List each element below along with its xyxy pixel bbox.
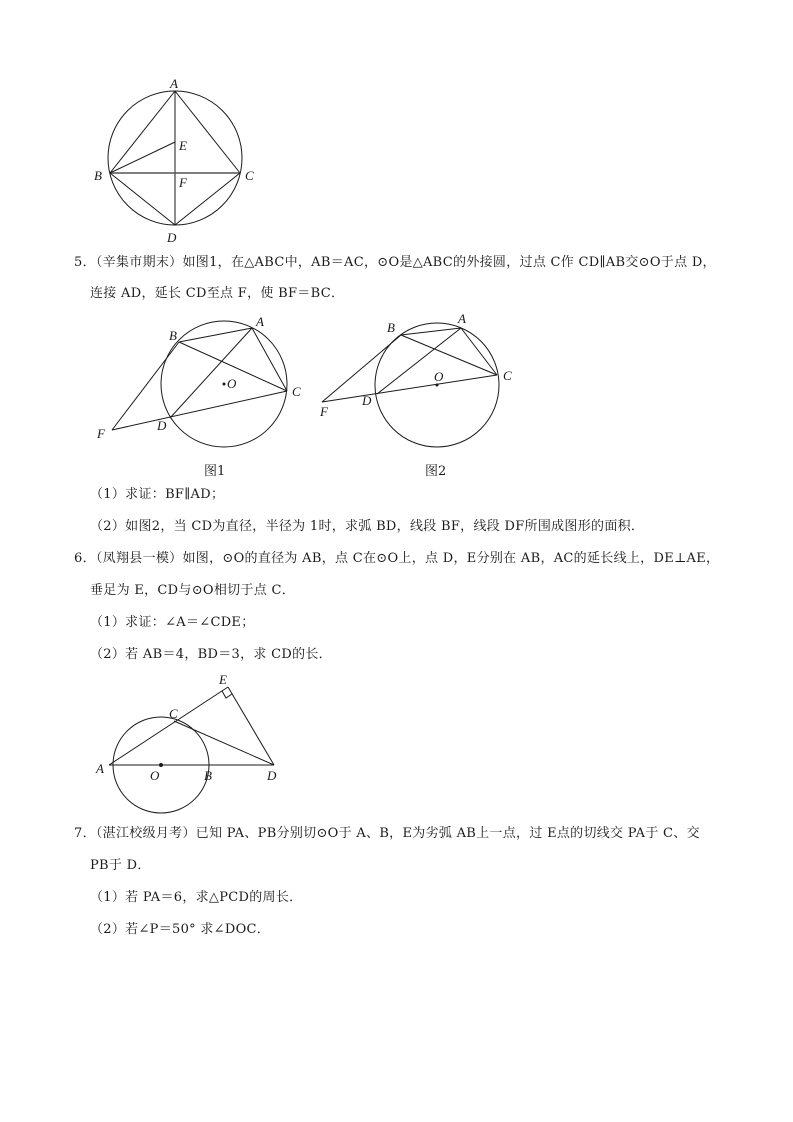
p6-segment-cd <box>174 721 274 765</box>
p6-label-o: O <box>150 768 160 783</box>
label-a: A <box>170 76 178 91</box>
fig2-label-d: D <box>362 393 372 408</box>
problem7-line2: PB于 D． <box>90 858 151 873</box>
fig2-label-a: A <box>458 311 466 326</box>
label-b: B <box>94 168 102 183</box>
label-f: F <box>179 175 187 190</box>
p6-label-d: D <box>267 768 277 783</box>
fig2-label-f: F <box>320 404 328 419</box>
fig2-label-c: C <box>503 368 512 383</box>
p6-label-a: A <box>96 761 104 776</box>
label-e: E <box>179 138 187 153</box>
fig1-caption: 图1 <box>204 464 226 479</box>
problem5-question2: （2）如图2，当 CD为直径，半径为 1时，求弧 BD，线段 BF，线段 DF所围成图形的面积． <box>90 519 645 534</box>
fig2-label-b: B <box>387 320 395 335</box>
problem6-question1: （1）求证：∠A＝∠CDE； <box>90 615 255 630</box>
fig1-label-d: D <box>157 418 167 433</box>
problem6-question2: （2）若 AB＝4，BD＝3，求 CD的长． <box>90 647 332 662</box>
label-d: D <box>167 230 177 245</box>
problem6-line1: 6．（凤翔县一模）如图，⊙O的直径为 AB，点 C在⊙O上，点 D，E分别在 AB，AC的延长线上，DE⊥AE， <box>74 551 720 566</box>
fig1-label-o: O <box>227 376 237 391</box>
fig1-label-a: A <box>256 314 264 329</box>
p6-segment-ae <box>109 687 228 765</box>
fig1-label-f: F <box>97 426 105 441</box>
fig2-caption: 图2 <box>425 464 447 479</box>
p6-label-e: E <box>219 672 227 687</box>
problem5-line1: 5．（辛集市期末）如图1，在△ABC中，AB＝AC，⊙O是△ABC的外接圆，过点 C作 CD∥AB交⊙O于点 D， <box>74 255 716 270</box>
problem7-question2: （2）若∠P＝50° 求∠DOC． <box>90 922 271 937</box>
label-c: C <box>245 168 254 183</box>
fig2-label-o: O <box>434 369 444 384</box>
problem5-line2: 连接 AD，延长 CD至点 F，使 BF＝BC． <box>90 286 345 301</box>
p6-label-c: C <box>169 706 178 721</box>
p6-segment-ed <box>228 687 274 765</box>
problem7-line1: 7．（湛江校级月考）已知 PA、PB分别切⊙O于 A、B，E为劣弧 AB上一点，过 E点的切线交 PA于 C、交 <box>74 826 700 841</box>
problem5-question1: （1）求证：BF∥AD； <box>90 487 225 502</box>
fig1-label-c: C <box>292 384 301 399</box>
problem7-question1: （1）若 PA＝6，求△PCD的周长． <box>90 890 303 905</box>
p6-label-b: B <box>204 768 212 783</box>
problem6-line2: 垂足为 E，CD与⊙O相切于点 C． <box>90 583 296 598</box>
fig1-label-b: B <box>169 328 177 343</box>
